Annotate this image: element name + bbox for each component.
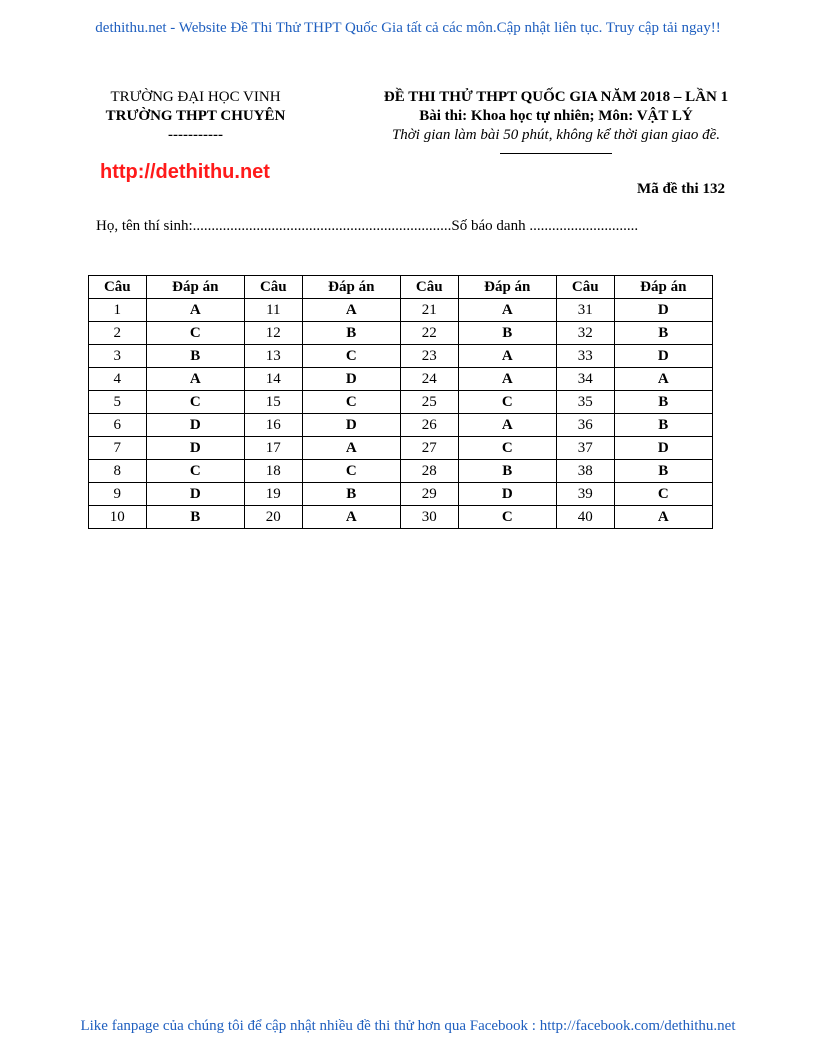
question-number-cell: 10 <box>89 506 147 529</box>
question-number-cell: 38 <box>556 460 614 483</box>
answer-cell: D <box>614 437 712 460</box>
question-number-cell: 12 <box>244 322 302 345</box>
answer-cell: B <box>614 322 712 345</box>
answer-cell: C <box>302 391 400 414</box>
answer-cell: A <box>302 437 400 460</box>
question-number-cell: 28 <box>400 460 458 483</box>
site-link[interactable]: http://dethithu.net <box>100 161 270 183</box>
answer-cell: C <box>458 437 556 460</box>
answer-cell: C <box>146 391 244 414</box>
header-cell: Câu <box>244 276 302 299</box>
school-header <box>88 88 303 145</box>
question-number-cell: 27 <box>400 437 458 460</box>
answer-cell: C <box>146 460 244 483</box>
question-number-cell: 11 <box>244 299 302 322</box>
answer-cell: D <box>146 414 244 437</box>
answer-cell: C <box>458 391 556 414</box>
question-number-cell: 6 <box>89 414 147 437</box>
answer-cell: B <box>146 345 244 368</box>
school-divider: ----------- <box>168 127 223 143</box>
exam-subject: Bài thi: Khoa học tự nhiên; Môn: VẬT LÝ <box>419 108 693 124</box>
answer-cell: B <box>614 414 712 437</box>
question-number-cell: 35 <box>556 391 614 414</box>
exam-time: Thời gian làm bài 50 phút, không kể thời gian giao đề. <box>391 127 721 143</box>
question-number-cell: 31 <box>556 299 614 322</box>
answer-cell: A <box>458 414 556 437</box>
answer-cell: A <box>458 368 556 391</box>
question-number-cell: 37 <box>556 437 614 460</box>
question-number-cell: 3 <box>89 345 147 368</box>
answer-cell: A <box>146 368 244 391</box>
answer-cell: A <box>458 345 556 368</box>
answer-table <box>88 275 713 529</box>
question-number-cell: 15 <box>244 391 302 414</box>
answer-cell: D <box>614 299 712 322</box>
answer-cell: A <box>458 299 556 322</box>
answer-cell: B <box>302 322 400 345</box>
table-row <box>89 460 713 483</box>
answer-cell: B <box>458 460 556 483</box>
answer-cell: D <box>302 368 400 391</box>
question-number-cell: 7 <box>89 437 147 460</box>
answer-cell: C <box>614 483 712 506</box>
table-row <box>89 345 713 368</box>
answer-cell: B <box>302 483 400 506</box>
question-number-cell: 40 <box>556 506 614 529</box>
answer-cell: D <box>458 483 556 506</box>
question-number-cell: 18 <box>244 460 302 483</box>
question-number-cell: 9 <box>89 483 147 506</box>
question-number-cell: 32 <box>556 322 614 345</box>
exam-title: ĐỀ THI THỬ THPT QUỐC GIA NĂM 2018 – LẦN 1 <box>383 89 729 105</box>
answer-cell: C <box>302 345 400 368</box>
university-name: TRƯỜNG ĐẠI HỌC VINH <box>110 89 281 105</box>
answer-cell: A <box>614 506 712 529</box>
question-number-cell: 2 <box>89 322 147 345</box>
question-number-cell: 26 <box>400 414 458 437</box>
table-row <box>89 437 713 460</box>
header-cell: Câu <box>400 276 458 299</box>
question-number-cell: 36 <box>556 414 614 437</box>
header-cell: Đáp án <box>614 276 712 299</box>
question-number-cell: 25 <box>400 391 458 414</box>
answer-cell: C <box>146 322 244 345</box>
header-cell: Đáp án <box>146 276 244 299</box>
header-cell: Câu <box>556 276 614 299</box>
table-row <box>89 299 713 322</box>
answer-table-header <box>89 276 713 299</box>
table-row <box>89 414 713 437</box>
answer-cell: D <box>146 437 244 460</box>
table-row <box>89 483 713 506</box>
answer-cell: D <box>614 345 712 368</box>
top-banner-link[interactable]: dethithu.net - Website Đề Thi Thử THPT Quốc Gia tất cả các môn.Cập nhật liên tục. Truy cập tải ngay!! <box>95 20 721 36</box>
header-cell: Câu <box>89 276 147 299</box>
table-row <box>89 322 713 345</box>
question-number-cell: 33 <box>556 345 614 368</box>
question-number-cell: 39 <box>556 483 614 506</box>
question-number-cell: 24 <box>400 368 458 391</box>
question-number-cell: 21 <box>400 299 458 322</box>
question-number-cell: 22 <box>400 322 458 345</box>
answer-cell: A <box>146 299 244 322</box>
question-number-cell: 30 <box>400 506 458 529</box>
answer-cell: B <box>614 391 712 414</box>
question-number-cell: 19 <box>244 483 302 506</box>
question-number-cell: 17 <box>244 437 302 460</box>
header-cell: Đáp án <box>302 276 400 299</box>
answer-cell: B <box>146 506 244 529</box>
question-number-cell: 16 <box>244 414 302 437</box>
question-number-cell: 23 <box>400 345 458 368</box>
answer-cell: A <box>302 506 400 529</box>
question-number-cell: 29 <box>400 483 458 506</box>
exam-code: Mã đề thi 132 <box>637 181 725 197</box>
answer-cell: D <box>302 414 400 437</box>
answer-cell: D <box>146 483 244 506</box>
header-cell: Đáp án <box>458 276 556 299</box>
answer-cell: C <box>302 460 400 483</box>
question-number-cell: 20 <box>244 506 302 529</box>
footer-link[interactable]: Like fanpage của chúng tôi để cập nhật nhiều đề thi thử hơn qua Facebook : http://facebook.com/dethithu.net <box>80 1018 736 1034</box>
answer-cell: C <box>458 506 556 529</box>
table-row <box>89 506 713 529</box>
question-number-cell: 34 <box>556 368 614 391</box>
answer-cell: B <box>458 322 556 345</box>
student-info-line: Họ, tên thí sinh:.....................................................................Số báo danh ............................. <box>96 218 639 234</box>
answer-cell: B <box>614 460 712 483</box>
table-row <box>89 391 713 414</box>
question-number-cell: 8 <box>89 460 147 483</box>
school-name: TRƯỜNG THPT CHUYÊN <box>105 108 286 124</box>
exam-header <box>360 88 752 154</box>
question-number-cell: 13 <box>244 345 302 368</box>
question-number-cell: 5 <box>89 391 147 414</box>
answer-cell: A <box>614 368 712 391</box>
question-number-cell: 4 <box>89 368 147 391</box>
answer-cell: A <box>302 299 400 322</box>
question-number-cell: 1 <box>89 299 147 322</box>
table-row <box>89 368 713 391</box>
header-rule <box>500 153 612 154</box>
question-number-cell: 14 <box>244 368 302 391</box>
